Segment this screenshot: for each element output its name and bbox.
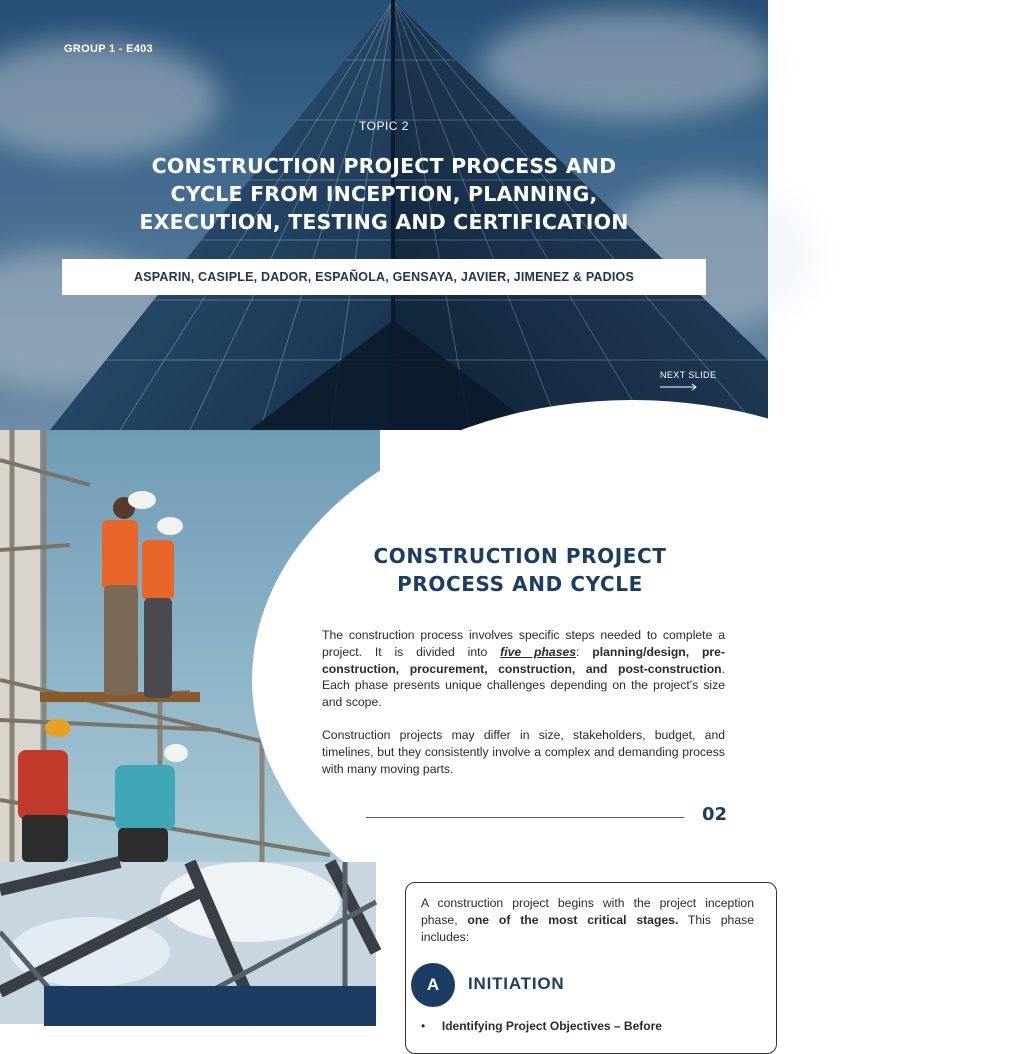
emphasis-text: one of the most critical stages. (467, 912, 679, 927)
bullet-text: Identifying Project Objectives – Before (441, 1019, 662, 1033)
five-phases-emphasis: five phases (500, 644, 577, 659)
main-title (40, 152, 728, 236)
intro-paragraph (421, 895, 754, 945)
title-line: EXECUTION, TESTING AND CERTIFICATION (139, 210, 629, 234)
text-segment: This phase includes: (421, 912, 754, 944)
text-segment: . Each phase presents unique challenges depending on the project's size and scope. (322, 661, 725, 710)
phase-heading: INITIATION (468, 974, 565, 993)
phases-list: planning/design, pre-construction, procurement, construction, and post-construction (322, 644, 726, 676)
title-line: CONSTRUCTION PROJECT (373, 544, 667, 568)
text-segment: A construction project begins with the project inception phase, (421, 896, 754, 927)
process-paragraph (322, 627, 725, 711)
section-title (310, 542, 730, 598)
text-segment: : (576, 644, 593, 659)
arrow-right-icon[interactable] (660, 382, 700, 392)
page-number: 02 (702, 804, 728, 825)
navy-panel (44, 986, 376, 1026)
text-segment: The construction process involves specific steps needed to complete a project. It is divided into (322, 628, 725, 659)
title-line: CYCLE FROM INCEPTION, PLANNING, (170, 182, 598, 206)
bullet-item (421, 1019, 662, 1033)
authors-banner (62, 259, 706, 295)
projects-paragraph: Construction projects may differ in size, stakeholders, budget, and timelines, but they consistently involve a complex and demanding process with many moving parts. (322, 728, 725, 776)
title-line: PROCESS AND CYCLE (397, 572, 643, 596)
divider-line (366, 817, 684, 818)
topic-label: TOPIC 2 (359, 119, 409, 133)
title-line: CONSTRUCTION PROJECT PROCESS AND (151, 154, 617, 178)
initiation-slide (0, 862, 768, 1033)
next-slide-link[interactable]: NEXT SLIDE (660, 370, 717, 380)
group-label: GROUP 1 - E403 (64, 43, 153, 55)
bullet-icon: • (421, 1019, 442, 1033)
title-slide (0, 0, 768, 430)
authors-text: ASPARIN, CASIPLE, DADOR, ESPAÑOLA, GENSAYA, JAVIER, JIMENEZ & PADIOS (133, 270, 635, 284)
phase-badge: A (411, 963, 455, 1007)
process-slide (0, 430, 768, 862)
